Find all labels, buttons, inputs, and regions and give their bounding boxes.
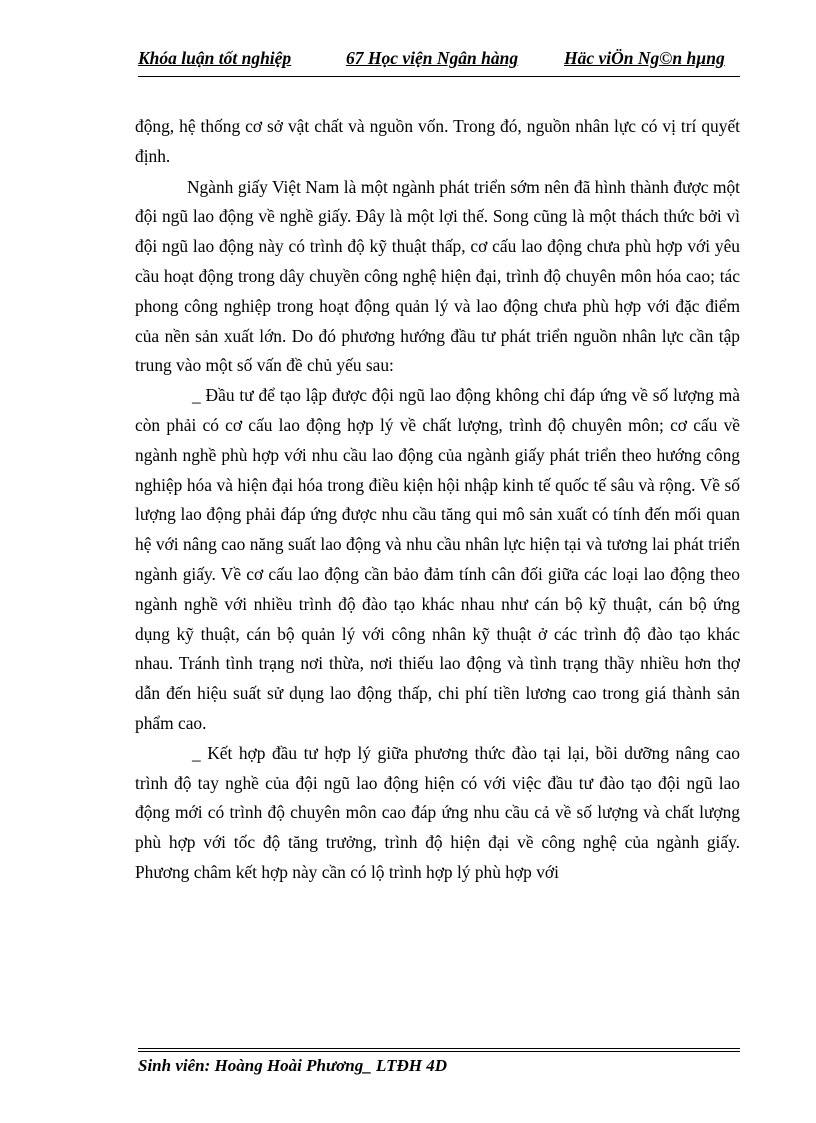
footer-rule-top	[138, 1048, 740, 1049]
student-footer: Sinh viên: Hoàng Hoài Phương_ LTĐH 4D	[138, 1056, 447, 1075]
paragraph-1: động, hệ thống cơ sở vật chất và nguồn vốn. Trong đó, nguồn nhân lực có vị trí quyết định.	[135, 116, 740, 166]
paragraph-4: _ Kết hợp đầu tư hợp lý giữa phương thức đào tại lại, bồi dưỡng nâng cao trình độ tay nghề của đội ngũ lao động hiện có với việc đầu tư đào tạo đội ngũ lao động mới có trình độ chuyên môn cao đáp ứng nhu cầu cả về số lượng và chất lượng phù hợp với tốc độ tăng trưởng, trình độ hiện đại về công nghệ của ngành giấy. Phương châm kết hợp này cần có lộ trình hợp lý phù hợp với	[135, 742, 740, 882]
page-number-and-school: 67 Học viện Ngân hàng	[346, 48, 519, 68]
footer-rule-bottom	[138, 1051, 740, 1052]
paragraph-2: Ngành giấy Việt Nam là một ngành phát triển sớm nên đã hình thành được một đội ngũ lao động về nghề giấy. Đây là một lợi thế. Song cũng là một thách thức bởi vì đội ngũ lao động này có trình độ kỹ thuật thấp, cơ cấu lao động chưa phù hợp với yêu cầu hoạt động trong dây chuyền công nghệ hiện đại, trình độ chuyên môn hóa cao; tác phong công nghiệp trong hoạt động quản lý và lao động chưa phù hợp với đặc điểm của nền sản xuất lớn. Do đó phương hướng đầu tư phát triển nguồn nhân lực cần tập trung vào một số vấn đề chủ yếu sau:	[135, 176, 740, 376]
page-header	[138, 48, 740, 74]
school-name-garbled: Häc viÖn Ng©n hµng	[564, 48, 725, 68]
header-rule	[138, 76, 740, 77]
paragraph-3: _ Đầu tư để tạo lập được đội ngũ lao động không chỉ đáp ứng về số lượng mà còn phải có cơ cấu lao động hợp lý về chất lượng, trình độ chuyên môn; cơ cấu về ngành nghề phù hợp với nhu cầu lao động của ngành giấy phát triển theo hướng công nghiệp hóa và hiện đại hóa trong điều kiện hội nhập kinh tế quốc tế sâu và rộng. Về số lượng lao động phải đáp ứng được nhu cầu tăng qui mô sản xuất có tính đến mối quan hệ với nâng cao năng suất lao động và nhu cầu nhân lực hiện tại và tương lai phát triển ngành giấy. Về cơ cấu lao động cần bảo đảm tính cân đối giữa các loại lao động theo ngành nghề với nhiều trình độ đào tạo khác nhau như cán bộ kỹ thuật, cán bộ ứng dụng kỹ thuật, cán bộ quản lý với công nhân kỹ thuật ở các trình độ đào tạo khác nhau. Tránh tình trạng nơi thừa, nơi thiếu lao động và tình trạng thầy nhiều hơn thợ dẫn đến hiệu suất sử dụng lao động thấp, chi phí tiền lương cao trong giá thành sản phẩm cao.	[135, 385, 740, 733]
body-text	[135, 112, 740, 888]
thesis-label: Khóa luận tốt nghiệp	[138, 48, 292, 68]
